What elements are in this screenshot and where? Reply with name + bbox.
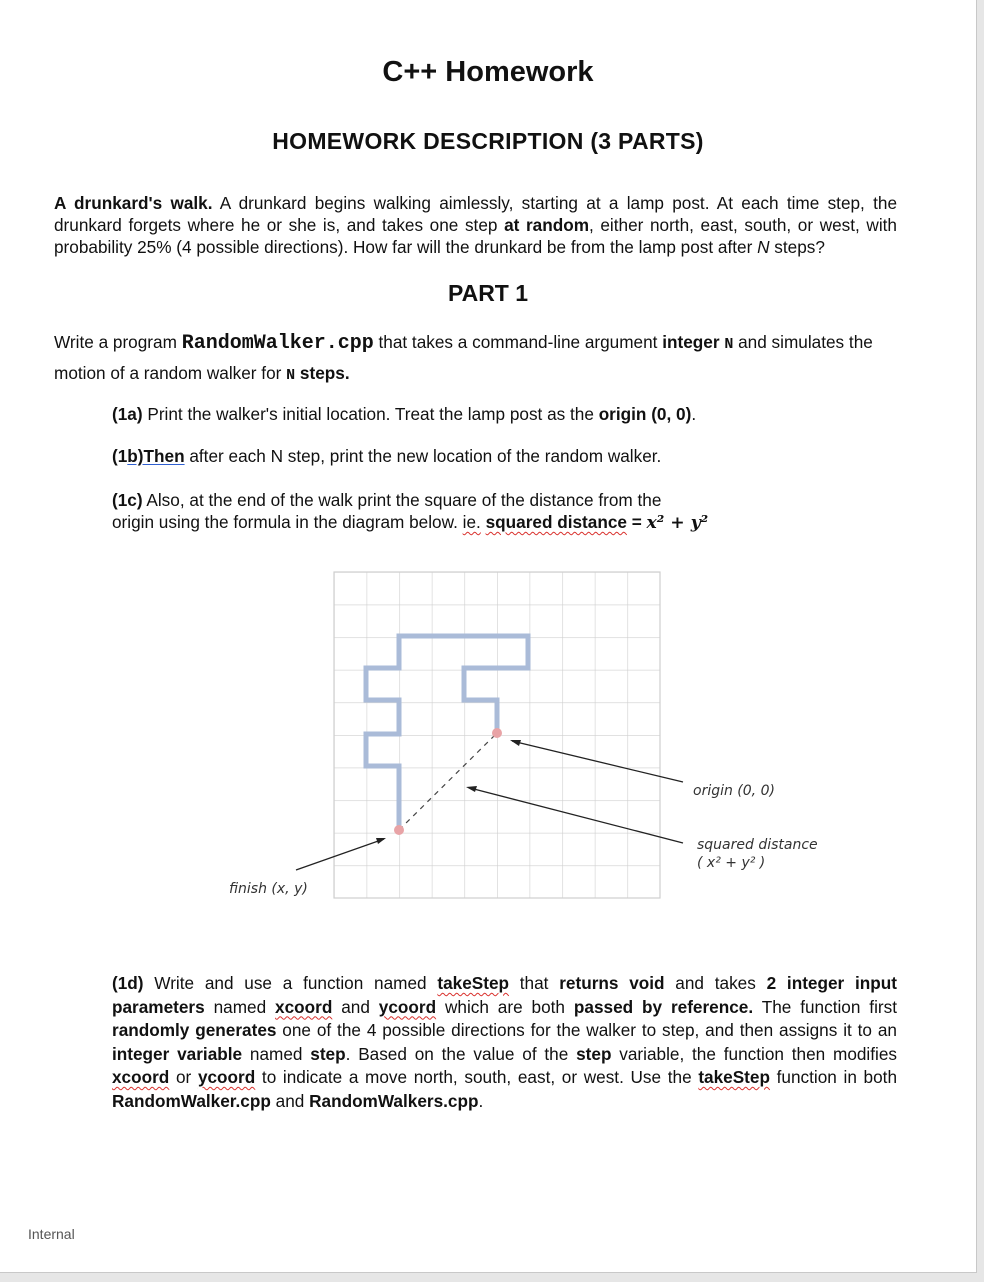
label-squared-distance: squared distance (697, 837, 818, 853)
item-1d: (1d) Write and use a function named takeStep that returns void and takes 2 integer input parameters named xcoord and ycoord which are both passed by reference. The function first randomly generates one of the 4 possible directions for the walker to step, and then assigns it to an integer variable named step. Based on the value of the step variable, the function then modifies xcoord or ycoord to indicate a move north, south, east, or west. Use the takeStep function in both RandomWalker.cpp and RandomWalkers.cpp. (112, 973, 897, 1111)
label-formula: ( x² + y² ) (697, 855, 766, 871)
footer-classification: Internal (28, 1226, 75, 1242)
label-origin: origin (0, 0) (693, 783, 775, 799)
squared-distance-term: squared distance (485, 512, 627, 532)
program-paragraph: Write a program RandomWalker.cpp that takes a command-line argument integer N and simulates the motion of a random walker for N steps. (54, 332, 873, 384)
part-heading: PART 1 (447, 280, 529, 306)
origin-dot (492, 728, 502, 738)
item-1c: (1c) Also, at the end of the walk print the square of the distance from the origin using the formula in the diagram below. ie. squared distance = x² + y² (112, 490, 709, 533)
function-name-takestep: takeStep (437, 973, 510, 993)
distance-formula: x² + y² (646, 513, 709, 533)
intro-lead: A drunkard's walk. (54, 193, 213, 213)
item-1a: (1a) Print the walker's initial location. Treat the lamp post as the origin (0, 0). (112, 404, 697, 424)
page-title: C++ Homework (382, 56, 594, 88)
intro-paragraph: A drunkard's walk. A drunkard begins walking aimlessly, starting at a lamp post. At each time step, the drunkard forgets where he or she is, and takes one step at random, either north, east, south, or west, with probability 25% (4 possible directions). How far will the drunkard be from the lamp post after N steps? (54, 193, 897, 257)
label-finish: finish (x, y) (229, 881, 308, 897)
program-filename: RandomWalker.cpp (181, 332, 374, 355)
page-subtitle: HOMEWORK DESCRIPTION (3 PARTS) (272, 128, 704, 154)
finish-dot (394, 825, 404, 835)
item-1b: (1b)Then after each N step, print the new location of the random walker. (112, 446, 662, 466)
